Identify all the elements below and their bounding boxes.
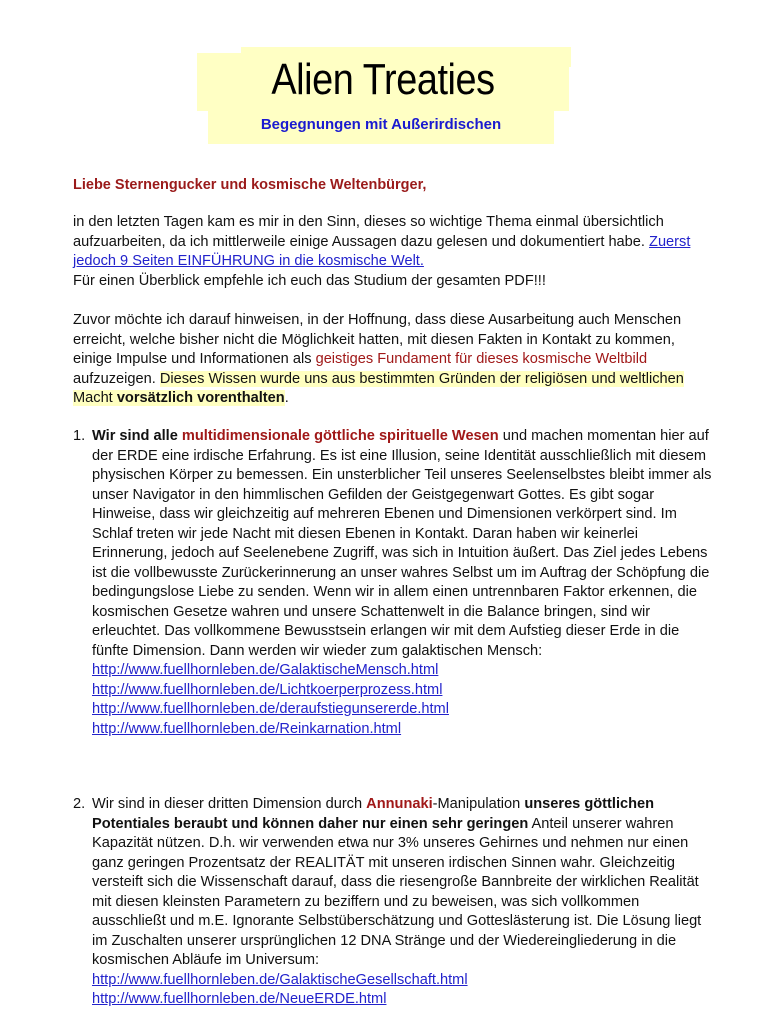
item1-bold: Wir sind alle	[92, 428, 178, 444]
intro-text: in den letzten Tagen kam es mir in den Sinn, dieses so wichtige Thema einmal übersichtlich aufzuarbeiten, da ich mittlerweile einige Aussagen dazu gelesen und dokumentiert habe.	[73, 214, 664, 250]
notice-text-2: aufzuzeigen.	[73, 370, 156, 387]
notice-highlight-text: Dieses Wissen wurde uns aus bestimmten Gründen der religiösen und weltlichen Macht	[73, 370, 684, 406]
item2-bold-red: Annunaki	[366, 796, 433, 812]
link-galaktische-mensch[interactable]: http://www.fuellhornleben.de/GalaktischeMensch.html	[92, 662, 439, 678]
intro-link[interactable]: Zuerst jedoch 9 Seiten EINFÜHRUNG in die kosmische Welt.	[73, 233, 691, 269]
link-galaktische-gesellschaft[interactable]: http://www.fuellhornleben.de/GalaktischeGesellschaft.html	[92, 971, 468, 988]
link-aufstieg-erde[interactable]: http://www.fuellhornleben.de/deraufstiegunsererde.html	[92, 701, 449, 717]
notice-bold: vorsätzlich vorenthalten	[116, 390, 285, 406]
intro-text-2: Für einen Überblick empfehle ich euch das Studium der gesamten PDF!!!	[73, 272, 546, 289]
list-item	[73, 795, 713, 1010]
greeting: Liebe Sternengucker und kosmische Weltenbürger,	[73, 177, 427, 193]
notice-end: .	[284, 390, 289, 406]
notice-red-text: geistiges Fundament für dieses kosmische Weltbild	[315, 351, 648, 367]
item1-bold-red: multidimensionale göttliche spirituelle Wesen	[181, 428, 499, 444]
notice-text: Zuvor möchte ich darauf hinweisen, in der Hoffnung, dass diese Ausarbeitung auch Menschen erreicht, welche bisher nicht die Möglichkeit hatten, mit diesen Fakten in Kontakt zu kommen, einige Impulse und Informationen als	[73, 312, 682, 367]
item2-links	[92, 971, 713, 1010]
link-reinkarnation[interactable]: http://www.fuellhornleben.de/Reinkarnation.html	[92, 720, 402, 737]
list-item	[73, 427, 713, 739]
item2-body: Anteil unserer wahren Kapazität nützen. D.h. wir verwenden etwa nur 3% unseres Gehirnes und nehmen nur einen ganz geringen Prozentsatz der REALITÄT mit unseren irdischen Sinnen wahr. Gleichzeitig versteift sich die Wissenschaft darauf, dass die riesengroße Bannbreite der wirklichen Realität mit diesen kleinsten Parametern zu beziffern und zu beweisen, was sich vollkommen ausschließt und m.E. Ignorante Selbstüberschätzung und Gotteslästerung ist. Die Lösung liegt im Zuschalten unserer ursprünglichen 12 DNA Stränge und der Wiedereingliederung in die kosmischen Abläufe im Universum:	[92, 815, 702, 968]
intro-paragraph	[73, 213, 713, 291]
list-number: 2.	[73, 796, 86, 812]
item2-text: Wir sind in dieser dritten Dimension durch	[92, 796, 363, 812]
page-title: Alien Treaties	[271, 55, 495, 104]
link-lichtkoerperprozess[interactable]: http://www.fuellhornleben.de/Lichtkoerperprozess.html	[92, 681, 443, 698]
item2-text-2: -Manipulation	[432, 796, 521, 812]
list-number: 1.	[73, 428, 86, 444]
link-neue-erde[interactable]: http://www.fuellhornleben.de/NeueERDE.html	[92, 991, 387, 1007]
page-subtitle: Begegnungen mit Außerirdischen	[260, 116, 502, 133]
notice-highlight	[73, 371, 684, 407]
item1-links	[92, 661, 713, 739]
item2-bold: unseres göttlichen Potentiales beraubt und können daher nur einen sehr geringen	[92, 796, 655, 832]
item1-text: und machen momentan hier auf der ERDE eine irdische Erfahrung. Es ist eine Illusion, seine Identität ausschließlich mit diesem physischen Körper zu bemessen. Ein unsterblicher Teil unseres Seelenselbstes bleibt immer als unser Navigator in den himmlischen Gefilden der Geistgegenwart Gottes. Es gibt sogar Hinweise, dass wir gleichzeitig auf mehreren Ebenen und Dimensionen verkörpert sind. Im Schlaf treten wir jede Nacht mit diesen Ebenen in Kontakt. Daran haben wir keinerlei Erinnerung, jedoch auf Seelenebene Zugriff, was sich in Intuition äußert. Das Ziel jedes Lebens ist die vollbewusste Zurückerinnerung an unser wahres Selbst um im Auftrag der Schöpfung die bedingungslose Liebe zu senden. Wenn wir in allem einen untrennbaren Faktor erkennen, die kosmischen Gesetze wahren und unsere Schattenwelt in die Balance bringen, sind wir erleuchtet. Das vollkommene Bewusstsein erlangen wir mit dem Aufstieg dieser Erde in die fünfte Dimension. Dann werden wir wieder zum galaktischen Mensch:	[92, 428, 712, 659]
notice-paragraph	[73, 311, 713, 409]
